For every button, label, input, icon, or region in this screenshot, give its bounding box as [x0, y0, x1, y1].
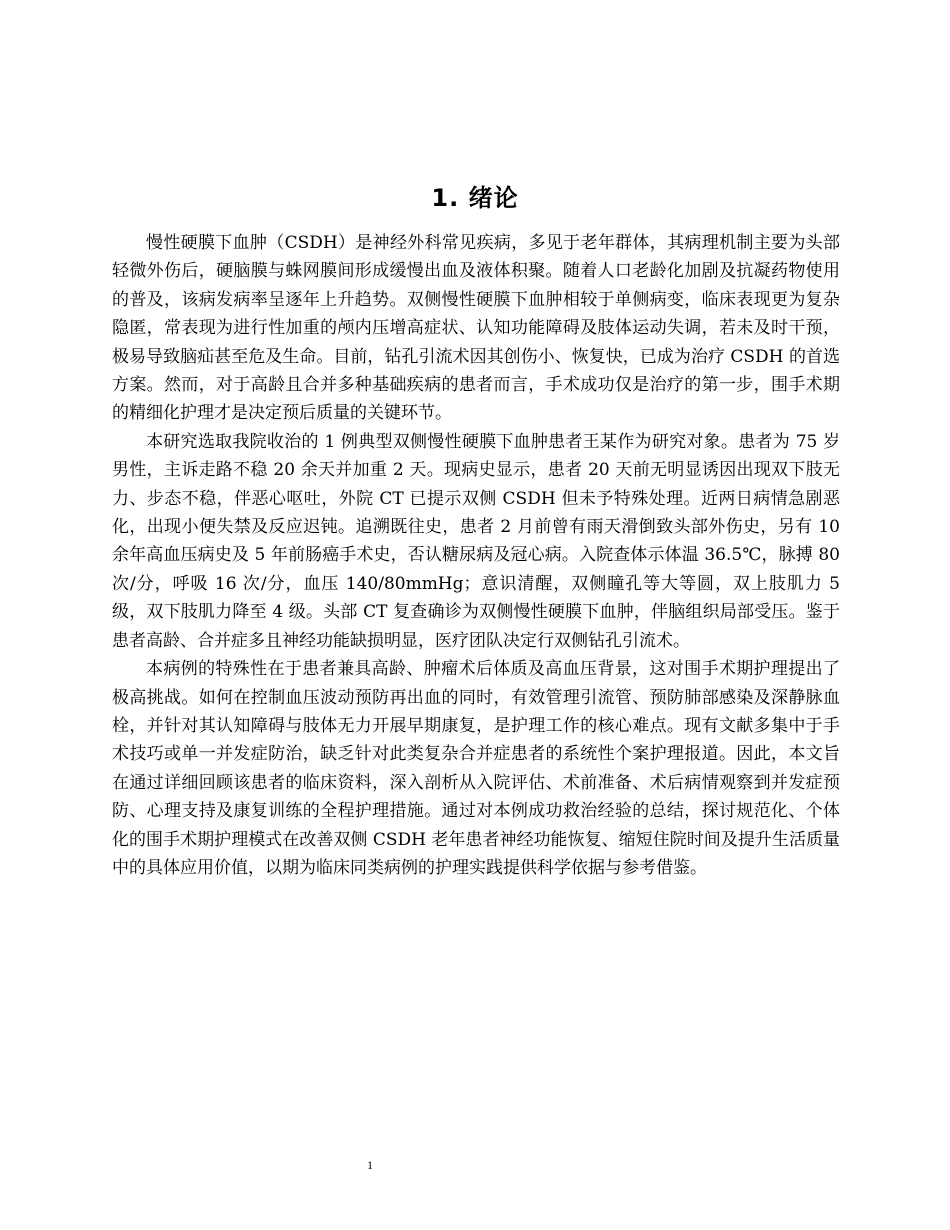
paragraph-case-description: 本研究选取我院收治的 1 例典型双侧慢性硬膜下血肿患者王某作为研究对象。患者为 75 岁男性，主诉走路不稳 20 余天并加重 2 天。现病史显示，患者 20 天前无明显诱因出现双下肢无力、步态不稳，伴恶心呕吐，外院 CT 已提示双侧 CSDH 但未予特殊处理。近两日病情急剧恶化，出现小便失禁及反应迟钝。追溯既往史，患者 2 月前曾有雨天滑倒致头部外伤史，另有 10 余年高血压病史及 5 年前肠癌手术史，否认糖尿病及冠心病。入院查体示体温 36.5℃，脉搏 80 次/分，呼吸 16 次/分，血压 140/80mmHg；意识清醒，双侧瞳孔等大等圆，双上肢肌力 5 级，双下肢肌力降至 4 级。头部 CT 复查确诊为双侧慢性硬膜下血肿，伴脑组织局部受压。鉴于患者高龄、合并症多且神经功能缺损明显，医疗团队决定行双侧钻孔引流术。	[112, 431, 840, 651]
page-number: 1	[367, 1158, 373, 1172]
chapter-title: 1. 绪论	[431, 184, 519, 212]
paragraph-introduction: 慢性硬膜下血肿（CSDH）是神经外科常见疾病，多见于老年群体，其病理机制主要为头部轻微外伤后，硬脑膜与蛛网膜间形成缓慢出血及液体积聚。随着人口老龄化加剧及抗凝药物使用的普及，该病发病率呈逐年上升趋势。双侧慢性硬膜下血肿相较于单侧病变，临床表现更为复杂隐匿，常表现为进行性加重的颅内压增高症状、认知功能障碍及肢体运动失调，若未及时干预，极易导致脑疝甚至危及生命。目前，钻孔引流术因其创伤小、恢复快，已成为治疗 CSDH 的首选方案。然而，对于高龄且合并多种基础疾病的患者而言，手术成功仅是治疗的第一步，围手术期的精细化护理才是决定预后质量的关键环节。	[112, 233, 840, 424]
paragraph-significance: 本病例的特殊性在于患者兼具高龄、肿瘤术后体质及高血压背景，这对围手术期护理提出了极高挑战。如何在控制血压波动预防再出血的同时，有效管理引流管、预防肺部感染及深静脉血栓，并针对其认知障碍与肢体无力开展早期康复，是护理工作的核心难点。现有文献多集中于手术技巧或单一并发症防治，缺乏针对此类复杂合并症患者的系统性个案护理报道。因此，本文旨在通过详细回顾该患者的临床资料，深入剖析从入院评估、术前准备、术后病情观察到并发症预防、心理支持及康复训练的全程护理措施。通过对本例成功救治经验的总结，探讨规范化、个体化的围手术期护理模式在改善双侧 CSDH 老年患者神经功能恢复、缩短住院时间及提升生活质量中的具体应用价值，以期为临床同类病例的护理实践提供科学依据与参考借鉴。	[112, 659, 840, 878]
body-text	[112, 229, 840, 882]
